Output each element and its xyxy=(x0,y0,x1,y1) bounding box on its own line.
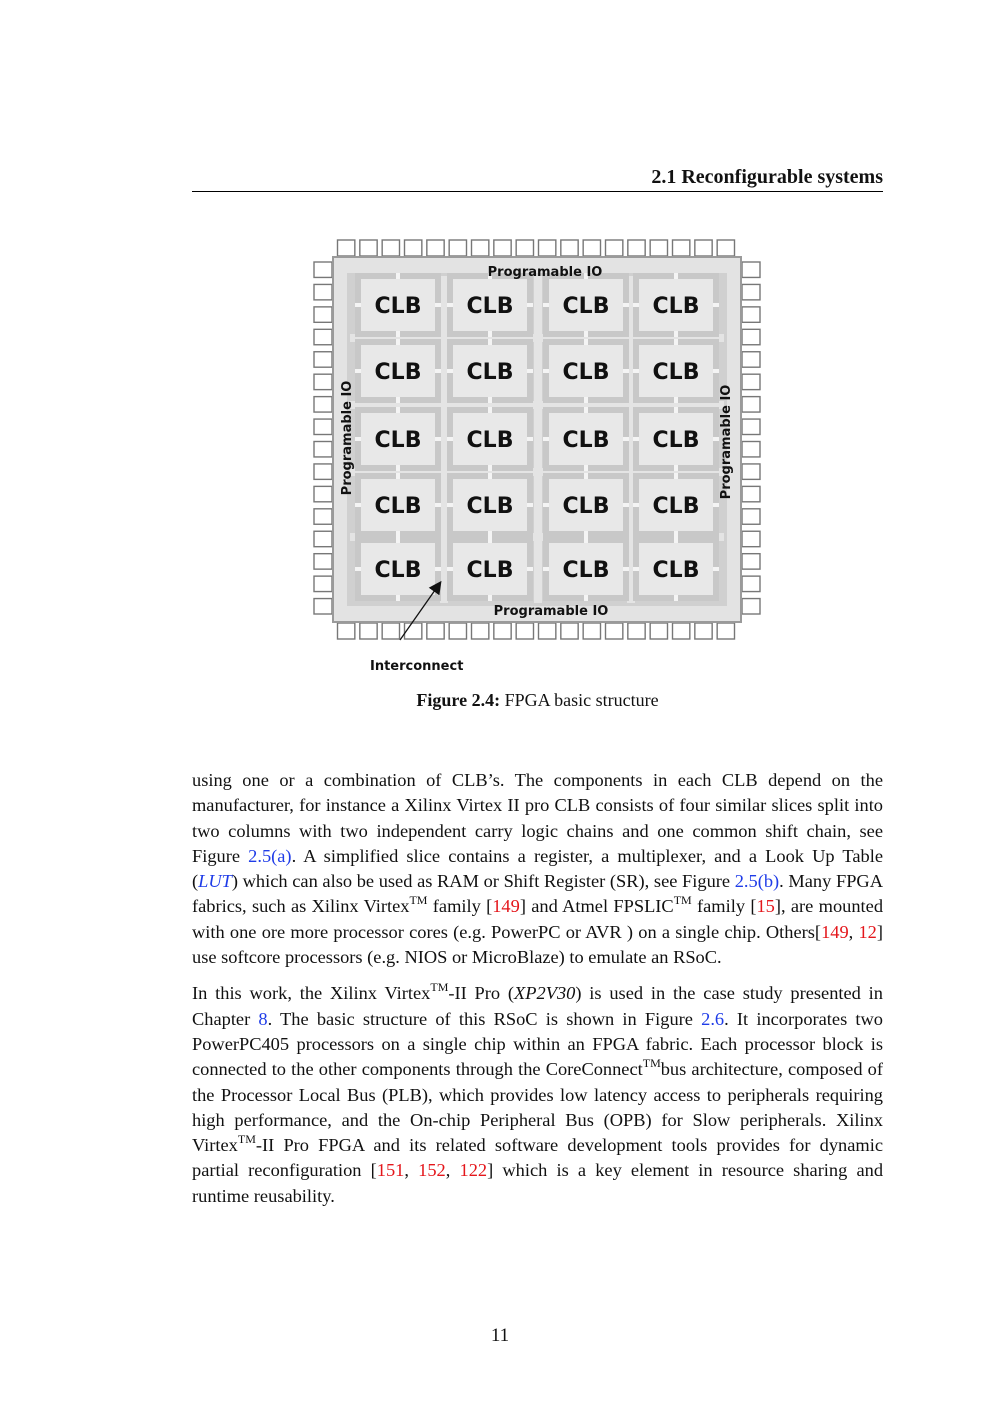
text-run: . It incorporates two PowerPC405 processors on a single chip within an FPGA fabric. Each processor block is connected to the other components through the CoreConnect xyxy=(192,1008,883,1080)
io-pin-top xyxy=(427,240,444,256)
io-pin-bottom xyxy=(606,623,623,639)
citation-link-149[interactable]: 149 xyxy=(492,896,520,917)
wire-stub xyxy=(584,465,588,471)
text-run: bus architecture, composed of the Processor Local Bus (PLB), which provides low latency access to peripherals requiring high performance, and the On-chip Peripheral Bus (OPB) for Slow peripherals. Xilinx Virtex xyxy=(192,1059,883,1156)
io-pin-bottom xyxy=(516,623,533,639)
wire-stub xyxy=(713,303,719,307)
io-pin-left xyxy=(314,374,332,389)
text-run: using one or a combination of CLB’s. The components in each CLB depend on the manufacturer, for instance a Xilinx Virtex II pro CLB consists of four similar slices split into two columns with two independent carry logic chains and one common shift chain, see Figure xyxy=(192,770,883,866)
wire-stub xyxy=(543,503,549,507)
wire-stub xyxy=(584,537,588,543)
io-pin-bottom xyxy=(717,623,734,639)
io-pin-top xyxy=(673,240,690,256)
wire-stub xyxy=(488,339,492,345)
wire-stub xyxy=(488,407,492,413)
io-pin-top xyxy=(338,240,355,256)
wire-stub xyxy=(633,303,639,307)
clb-label: CLB xyxy=(466,494,514,519)
wire-stub xyxy=(543,567,549,571)
wire-stub xyxy=(674,465,678,471)
io-pin-left xyxy=(314,307,332,322)
io-pin-right xyxy=(742,352,760,367)
io-pin-bottom xyxy=(338,623,355,639)
left-io-label: Programable IO xyxy=(340,380,355,496)
fpga-figure xyxy=(300,228,780,688)
wire-stub xyxy=(584,407,588,413)
text-run: , xyxy=(445,1160,460,1181)
io-pin-left xyxy=(314,509,332,524)
wire-stub xyxy=(355,437,361,441)
io-pin-bottom xyxy=(561,623,578,639)
io-pin-right xyxy=(742,576,760,591)
wire-stub xyxy=(488,331,492,337)
trademark: TM xyxy=(642,1056,661,1071)
wire-stub xyxy=(355,567,361,571)
text-run: -II Pro ( xyxy=(448,983,515,1004)
wire-stub xyxy=(435,503,441,507)
wire-stub xyxy=(713,503,719,507)
interconnect-channel xyxy=(440,276,448,603)
clb-label: CLB xyxy=(466,428,514,453)
wire-stub xyxy=(633,567,639,571)
clb-label: CLB xyxy=(374,294,422,319)
citation-link-15[interactable]: 15 xyxy=(756,896,775,917)
text-run: . A simplified slice contains a register, a multiplexer, and a Look Up Table ( xyxy=(192,845,883,892)
text-run: -II Pro FPGA and its related software development tools provides for dynamic partial reconfiguration [ xyxy=(192,1135,883,1181)
clb-label: CLB xyxy=(652,360,700,385)
wire-stub xyxy=(527,503,533,507)
wire-stub xyxy=(396,397,400,403)
io-pin-bottom xyxy=(628,623,645,639)
io-pin-right xyxy=(742,374,760,389)
clb-label: CLB xyxy=(652,494,700,519)
wire-stub xyxy=(447,369,453,373)
text-run: ) which can also be used as RAM or Shift Register (SR), see Figure xyxy=(231,871,735,892)
wire-stub xyxy=(713,369,719,373)
wire-stub xyxy=(623,369,629,373)
io-pin-right xyxy=(742,284,760,299)
io-pin-left xyxy=(314,352,332,367)
text-run: . Many FPGA fabrics, such as Xilinx Virtex xyxy=(192,871,883,917)
wire-stub xyxy=(674,339,678,345)
wire-stub xyxy=(396,473,400,479)
paragraph-1 xyxy=(192,768,883,970)
io-pin-left xyxy=(314,262,332,277)
interconnect-label: Interconnect xyxy=(370,659,464,674)
wire-stub xyxy=(488,595,492,601)
io-pin-bottom xyxy=(673,623,690,639)
figure-link-2-6[interactable]: 2.6 xyxy=(701,1008,725,1029)
clb-label: CLB xyxy=(466,558,514,583)
io-pin-bottom xyxy=(583,623,600,639)
io-pin-left xyxy=(314,486,332,501)
wire-stub xyxy=(527,437,533,441)
wire-stub xyxy=(674,531,678,537)
io-pin-top xyxy=(449,240,466,256)
header-rule xyxy=(192,191,883,192)
text-run: In this work, the Xilinx Virtex xyxy=(192,983,431,1004)
wire-stub xyxy=(355,303,361,307)
text-run: family [ xyxy=(427,896,493,917)
io-pin-right xyxy=(742,486,760,501)
wire-stub xyxy=(396,537,400,543)
io-pin-top xyxy=(717,240,734,256)
figure-caption xyxy=(192,688,883,712)
clb-label: CLB xyxy=(562,360,610,385)
wire-stub xyxy=(623,567,629,571)
citation-link-122[interactable]: 122 xyxy=(459,1160,488,1181)
citation-link-149[interactable]: 149 xyxy=(821,921,849,942)
clb-label: CLB xyxy=(466,294,514,319)
io-pin-top xyxy=(695,240,712,256)
io-pin-left xyxy=(314,419,332,434)
clb-label: CLB xyxy=(374,428,422,453)
io-pin-left xyxy=(314,554,332,569)
citation-link-152[interactable]: 152 xyxy=(418,1160,446,1181)
io-pin-bottom xyxy=(427,623,444,639)
io-pin-left xyxy=(314,464,332,479)
clb-label: CLB xyxy=(374,494,422,519)
clb-label: CLB xyxy=(562,428,610,453)
chapter-link-8[interactable]: 8 xyxy=(258,1008,268,1029)
caption-label: Figure 2.4: xyxy=(416,690,501,710)
wire-stub xyxy=(713,567,719,571)
wire-stub xyxy=(396,331,400,337)
clb-label: CLB xyxy=(374,360,422,385)
io-pin-right xyxy=(742,262,760,277)
io-pin-left xyxy=(314,599,332,614)
wire-stub xyxy=(674,407,678,413)
wire-stub xyxy=(396,339,400,345)
io-pin-top xyxy=(539,240,556,256)
device-name: XP2V30 xyxy=(514,983,576,1004)
wire-stub xyxy=(396,595,400,601)
clb-label: CLB xyxy=(652,294,700,319)
wire-stub xyxy=(488,531,492,537)
io-pin-top xyxy=(360,240,377,256)
io-pin-bottom xyxy=(494,623,511,639)
figure-link-2-5b[interactable]: 2.5(b) xyxy=(734,871,780,892)
wire-stub xyxy=(488,537,492,543)
trademark: TM xyxy=(237,1132,256,1147)
io-pin-right xyxy=(742,554,760,569)
io-pin-top xyxy=(561,240,578,256)
io-pin-bottom xyxy=(539,623,556,639)
io-pin-top xyxy=(606,240,623,256)
citation-link-12[interactable]: 12 xyxy=(858,921,877,942)
page-number: 11 xyxy=(490,1325,510,1346)
wire-stub xyxy=(584,473,588,479)
wire-stub xyxy=(674,331,678,337)
io-pin-left xyxy=(314,576,332,591)
wire-stub xyxy=(674,595,678,601)
wire-stub xyxy=(527,567,533,571)
wire-stub xyxy=(543,369,549,373)
caption-text: FPGA basic structure xyxy=(500,690,659,710)
io-pin-top xyxy=(494,240,511,256)
text-run: ) is used in the case study presented in Chapter xyxy=(192,983,883,1029)
text-run: . The basic structure of this RSoC is shown in Figure xyxy=(267,1008,702,1029)
wire-stub xyxy=(396,465,400,471)
text-run: ] and Atmel FPSLIC xyxy=(519,896,674,917)
io-pin-left xyxy=(314,284,332,299)
wire-stub xyxy=(527,303,533,307)
trademark: TM xyxy=(430,980,449,995)
wire-stub xyxy=(527,369,533,373)
wire-stub xyxy=(435,303,441,307)
io-pin-top xyxy=(405,240,422,256)
io-pin-top xyxy=(650,240,667,256)
io-pin-left xyxy=(314,442,332,457)
right-io-label: Programable IO xyxy=(719,384,734,500)
text-run: ] use softcore processors (e.g. NIOS or MicroBlaze) to emulate an RSoC. xyxy=(192,921,883,968)
clb-label: CLB xyxy=(562,494,610,519)
body-text xyxy=(192,768,883,1220)
io-pin-bottom xyxy=(449,623,466,639)
io-pin-bottom xyxy=(695,623,712,639)
wire-stub xyxy=(674,473,678,479)
text-run: family [ xyxy=(691,896,757,917)
clb-label: CLB xyxy=(374,558,422,583)
wire-stub xyxy=(543,303,549,307)
wire-stub xyxy=(633,503,639,507)
wire-stub xyxy=(435,437,441,441)
trademark: TM xyxy=(409,893,428,908)
wire-stub xyxy=(435,369,441,373)
wire-stub xyxy=(396,273,400,279)
io-pin-top xyxy=(382,240,399,256)
io-pin-top xyxy=(628,240,645,256)
io-pin-top xyxy=(472,240,489,256)
wire-stub xyxy=(674,397,678,403)
bottom-io-label: Programable IO xyxy=(493,604,609,619)
clb-label: CLB xyxy=(562,294,610,319)
io-pin-top xyxy=(583,240,600,256)
io-pin-right xyxy=(742,397,760,412)
wire-stub xyxy=(447,303,453,307)
io-pin-left xyxy=(314,397,332,412)
interconnect-channel xyxy=(534,276,542,603)
wire-stub xyxy=(674,273,678,279)
wire-stub xyxy=(355,369,361,373)
wire-stub xyxy=(396,531,400,537)
text-run: , xyxy=(848,921,859,942)
wire-stub xyxy=(584,397,588,403)
io-pin-right xyxy=(742,419,760,434)
clb-label: CLB xyxy=(652,558,700,583)
wire-stub xyxy=(488,397,492,403)
io-pin-right xyxy=(742,442,760,457)
io-pin-bottom xyxy=(650,623,667,639)
wire-stub xyxy=(623,303,629,307)
wire-stub xyxy=(623,437,629,441)
figure-link-2-5a[interactable]: 2.5(a) xyxy=(248,845,292,866)
clb-label: CLB xyxy=(652,428,700,453)
io-pin-right xyxy=(742,307,760,322)
wire-stub xyxy=(633,369,639,373)
wire-stub xyxy=(488,473,492,479)
paragraph-2 xyxy=(192,981,883,1209)
io-pin-left xyxy=(314,329,332,344)
io-pin-right xyxy=(742,329,760,344)
io-pin-left xyxy=(314,531,332,546)
io-pin-right xyxy=(742,531,760,546)
wire-stub xyxy=(396,407,400,413)
wire-stub xyxy=(447,567,453,571)
wire-stub xyxy=(584,595,588,601)
text-run: ], are mounted with one ore more processor cores (e.g. PowerPC or AVR ) on a single chip. Others[ xyxy=(192,896,884,942)
io-pin-bottom xyxy=(382,623,399,639)
wire-stub xyxy=(584,531,588,537)
io-pin-right xyxy=(742,599,760,614)
wire-stub xyxy=(447,437,453,441)
trademark: TM xyxy=(673,893,692,908)
clb-label: CLB xyxy=(562,558,610,583)
citation-link-151[interactable]: 151 xyxy=(376,1160,405,1181)
acronym-link-lut[interactable]: LUT xyxy=(198,871,232,892)
wire-stub xyxy=(447,503,453,507)
io-pin-bottom xyxy=(472,623,489,639)
wire-stub xyxy=(674,537,678,543)
wire-stub xyxy=(355,503,361,507)
wire-stub xyxy=(584,339,588,345)
wire-stub xyxy=(543,437,549,441)
wire-stub xyxy=(633,437,639,441)
io-pin-right xyxy=(742,464,760,479)
clb-label: CLB xyxy=(466,360,514,385)
text-run: ] which is a key element in resource sharing and runtime reusability. xyxy=(192,1160,884,1206)
top-io-label: Programable IO xyxy=(487,265,603,280)
io-pin-bottom xyxy=(360,623,377,639)
running-header: 2.1 Reconfigurable systems xyxy=(651,166,883,188)
io-pin-right xyxy=(742,509,760,524)
wire-stub xyxy=(623,503,629,507)
wire-stub xyxy=(488,465,492,471)
wire-stub xyxy=(435,567,441,571)
text-run: , xyxy=(404,1160,419,1181)
fpga-diagram xyxy=(300,228,780,688)
wire-stub xyxy=(584,331,588,337)
io-pin-top xyxy=(516,240,533,256)
